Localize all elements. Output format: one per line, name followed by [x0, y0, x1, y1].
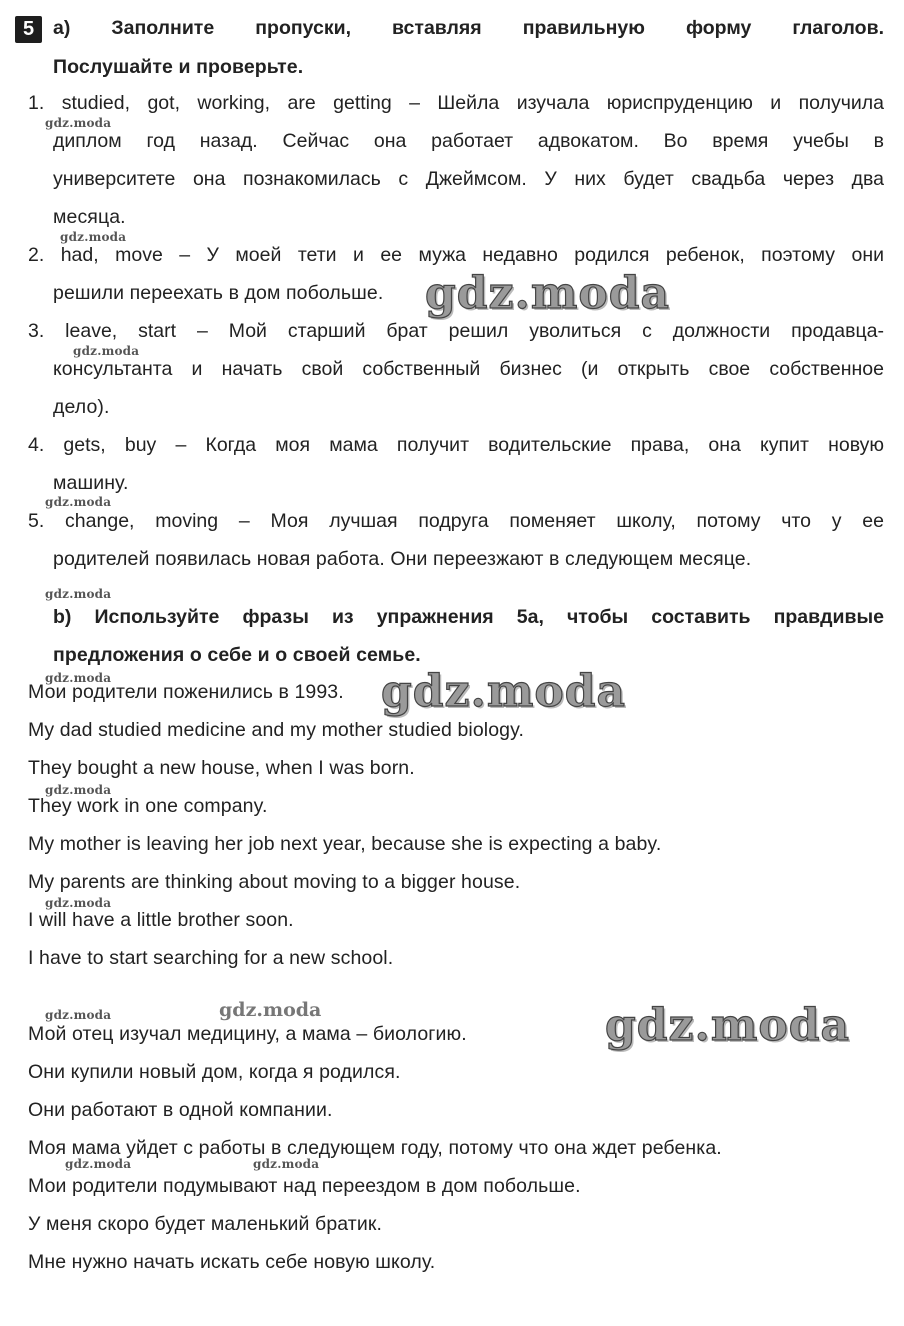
sentence-en-2: My dad studied medicine and my mother studied biology.	[28, 719, 525, 741]
watermark-large: gdz.moda	[425, 268, 671, 319]
sentence-ru-2: Они купили новый дом, когда я родился.	[28, 1061, 401, 1083]
answer-1-line-1: 1. studied, got, working, are getting – Шейла изучала юриспруденцию и получила	[28, 92, 884, 114]
part-b-instruction-line-1: b) Используйте фразы из упражнения 5a, чтобы составить правдивые	[53, 606, 884, 628]
sentence-en-8: I have to start searching for a new school.	[28, 947, 394, 969]
watermark-medium: gdz.moda	[219, 999, 322, 1021]
answer-3-line-1: 3. leave, start – Мой старший брат решил уволиться с должности продавца-	[28, 320, 884, 342]
exercise-number-badge: 5	[15, 16, 42, 43]
sentence-en-3: They bought a new house, when I was born.	[28, 757, 415, 779]
sentence-ru-6: У меня скоро будет маленький братик.	[28, 1213, 382, 1235]
sentence-ru-1: Мой отец изучал медицину, а мама – биологию.	[28, 1023, 467, 1045]
part-a-instruction-line-1: a) Заполните пропуски, вставляя правильную форму глаголов.	[53, 17, 884, 39]
sentence-en-5: My mother is leaving her job next year, because she is expecting a baby.	[28, 833, 662, 855]
sentence-ru-7: Мне нужно начать искать себе новую школу.	[28, 1251, 436, 1273]
sentence-en-6: My parents are thinking about moving to a bigger house.	[28, 871, 521, 893]
watermark-small: gdz.moda	[45, 671, 112, 685]
watermark-small: gdz.moda	[45, 783, 112, 797]
watermark-small: gdz.moda	[45, 495, 112, 509]
answer-4-line-1: 4. gets, buy – Когда моя мама получит водительские права, она купит новую	[28, 434, 884, 456]
sentence-ru-4: Моя мама уйдет с работы в следующем году, потому что она ждет ребенка.	[28, 1137, 722, 1159]
answer-2-line-2: решили переехать в дом побольше.	[53, 282, 384, 304]
watermark-small: gdz.moda	[65, 1157, 132, 1171]
watermark-small: gdz.moda	[253, 1157, 320, 1171]
answer-4-line-2: машину.	[53, 472, 129, 494]
answer-3-line-3: дело).	[53, 396, 110, 418]
answer-1-line-4: месяца.	[53, 206, 126, 228]
watermark-large: gdz.moda	[605, 1000, 851, 1051]
answer-1-line-2: диплом год назад. Сейчас она работает адвокатом. Во время учебы в	[53, 130, 884, 152]
answer-5-line-2: родителей появилась новая работа. Они переезжают в следующем месяце.	[53, 548, 752, 570]
sentence-ru-5: Мои родители подумывают над переездом в дом побольше.	[28, 1175, 581, 1197]
sentence-en-7: I will have a little brother soon.	[28, 909, 294, 931]
watermark-small: gdz.moda	[45, 587, 112, 601]
part-a-instruction-line-2: Послушайте и проверьте.	[53, 56, 304, 78]
watermark-small: gdz.moda	[45, 116, 112, 130]
answer-2-line-1: 2. had, move – У моей тети и ее мужа недавно родился ребенок, поэтому они	[28, 244, 884, 266]
sentence-en-4: They work in one company.	[28, 795, 268, 817]
watermark-small: gdz.moda	[60, 230, 127, 244]
part-b-instruction-line-2: предложения о себе и о своей семье.	[53, 644, 421, 666]
answer-1-line-3: университете она познакомилась с Джеймсом. У них будет свадьба через два	[53, 168, 884, 190]
watermark-small: gdz.moda	[45, 1008, 112, 1022]
answer-3-line-2: консультанта и начать свой собственный бизнес (и открыть свое собственное	[53, 358, 884, 380]
watermark-small: gdz.moda	[45, 896, 112, 910]
answer-5-line-1: 5. change, moving – Моя лучшая подруга поменяет школу, потому что у ее	[28, 510, 884, 532]
sentence-ru-3: Они работают в одной компании.	[28, 1099, 333, 1121]
watermark-small: gdz.moda	[73, 344, 140, 358]
sentence-en-1: Мои родители поженились в 1993.	[28, 681, 344, 703]
watermark-large: gdz.moda	[381, 666, 627, 717]
